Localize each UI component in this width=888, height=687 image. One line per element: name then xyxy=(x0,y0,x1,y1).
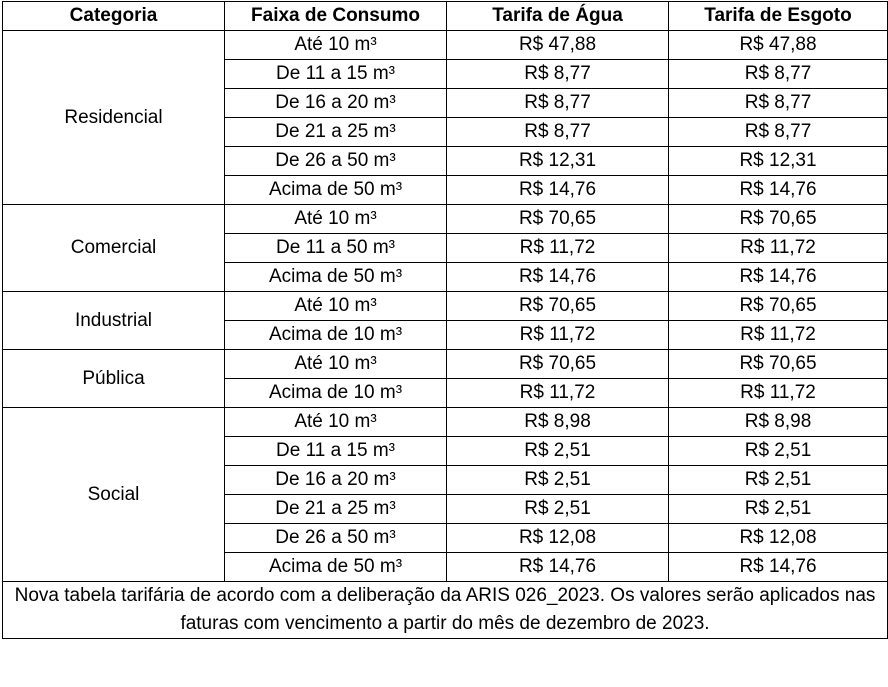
faixa-cell: Até 10 m³ xyxy=(225,350,447,379)
faixa-cell: De 16 a 20 m³ xyxy=(225,466,447,495)
tarifa-agua-cell: R$ 12,31 xyxy=(447,147,669,176)
faixa-cell: Acima de 50 m³ xyxy=(225,553,447,582)
header-faixa-consumo: Faixa de Consumo xyxy=(225,2,447,31)
faixa-cell: De 11 a 15 m³ xyxy=(225,437,447,466)
tarifa-esgoto-cell: R$ 14,76 xyxy=(669,553,888,582)
faixa-cell: Até 10 m³ xyxy=(225,205,447,234)
tarifa-agua-cell: R$ 8,77 xyxy=(447,60,669,89)
table-row xyxy=(3,350,888,379)
faixa-cell: Até 10 m³ xyxy=(225,31,447,60)
tarifa-esgoto-cell: R$ 8,98 xyxy=(669,408,888,437)
tarifa-esgoto-cell: R$ 2,51 xyxy=(669,437,888,466)
tarifa-agua-cell: R$ 70,65 xyxy=(447,350,669,379)
tariff-table xyxy=(2,1,888,639)
tarifa-esgoto-cell: R$ 11,72 xyxy=(669,321,888,350)
faixa-cell: Até 10 m³ xyxy=(225,292,447,321)
tarifa-esgoto-cell: R$ 11,72 xyxy=(669,234,888,263)
category-cell: Industrial xyxy=(3,292,225,350)
category-cell: Pública xyxy=(3,350,225,408)
faixa-cell: De 11 a 50 m³ xyxy=(225,234,447,263)
table-body xyxy=(3,31,888,582)
tarifa-agua-cell: R$ 8,98 xyxy=(447,408,669,437)
category-cell: Comercial xyxy=(3,205,225,292)
category-cell: Social xyxy=(3,408,225,582)
tarifa-esgoto-cell: R$ 12,31 xyxy=(669,147,888,176)
faixa-cell: De 21 a 25 m³ xyxy=(225,495,447,524)
tarifa-agua-cell: R$ 2,51 xyxy=(447,437,669,466)
header-tarifa-agua: Tarifa de Água xyxy=(447,2,669,31)
category-cell: Residencial xyxy=(3,31,225,205)
table-row xyxy=(3,408,888,437)
tarifa-esgoto-cell: R$ 47,88 xyxy=(669,31,888,60)
tarifa-esgoto-cell: R$ 70,65 xyxy=(669,350,888,379)
tarifa-esgoto-cell: R$ 12,08 xyxy=(669,524,888,553)
tarifa-esgoto-cell: R$ 8,77 xyxy=(669,89,888,118)
tarifa-esgoto-cell: R$ 70,65 xyxy=(669,292,888,321)
footer-note: Nova tabela tarifária de acordo com a deliberação da ARIS 026_2023. Os valores serão aplicados nas faturas com vencimento a partir do mês de dezembro de 2023. xyxy=(3,582,888,639)
tarifa-agua-cell: R$ 12,08 xyxy=(447,524,669,553)
tarifa-agua-cell: R$ 2,51 xyxy=(447,495,669,524)
tarifa-agua-cell: R$ 8,77 xyxy=(447,89,669,118)
footer-row xyxy=(3,582,888,639)
tarifa-agua-cell: R$ 70,65 xyxy=(447,292,669,321)
faixa-cell: Acima de 10 m³ xyxy=(225,379,447,408)
faixa-cell: De 21 a 25 m³ xyxy=(225,118,447,147)
tarifa-agua-cell: R$ 11,72 xyxy=(447,321,669,350)
tarifa-agua-cell: R$ 47,88 xyxy=(447,31,669,60)
tarifa-esgoto-cell: R$ 11,72 xyxy=(669,379,888,408)
tarifa-agua-cell: R$ 11,72 xyxy=(447,379,669,408)
tarifa-esgoto-cell: R$ 70,65 xyxy=(669,205,888,234)
header-row xyxy=(3,2,888,31)
table-row xyxy=(3,31,888,60)
tarifa-esgoto-cell: R$ 14,76 xyxy=(669,263,888,292)
tarifa-agua-cell: R$ 14,76 xyxy=(447,553,669,582)
faixa-cell: Até 10 m³ xyxy=(225,408,447,437)
faixa-cell: Acima de 50 m³ xyxy=(225,263,447,292)
tarifa-agua-cell: R$ 14,76 xyxy=(447,176,669,205)
tarifa-esgoto-cell: R$ 14,76 xyxy=(669,176,888,205)
tarifa-agua-cell: R$ 2,51 xyxy=(447,466,669,495)
header-tarifa-esgoto: Tarifa de Esgoto xyxy=(669,2,888,31)
tarifa-esgoto-cell: R$ 2,51 xyxy=(669,466,888,495)
tarifa-agua-cell: R$ 8,77 xyxy=(447,118,669,147)
faixa-cell: De 16 a 20 m³ xyxy=(225,89,447,118)
faixa-cell: Acima de 50 m³ xyxy=(225,176,447,205)
faixa-cell: De 26 a 50 m³ xyxy=(225,147,447,176)
tarifa-agua-cell: R$ 11,72 xyxy=(447,234,669,263)
header-categoria: Categoria xyxy=(3,2,225,31)
table-row xyxy=(3,292,888,321)
tarifa-esgoto-cell: R$ 8,77 xyxy=(669,60,888,89)
tarifa-esgoto-cell: R$ 2,51 xyxy=(669,495,888,524)
faixa-cell: Acima de 10 m³ xyxy=(225,321,447,350)
tarifa-esgoto-cell: R$ 8,77 xyxy=(669,118,888,147)
tarifa-agua-cell: R$ 14,76 xyxy=(447,263,669,292)
table-row xyxy=(3,205,888,234)
faixa-cell: De 26 a 50 m³ xyxy=(225,524,447,553)
faixa-cell: De 11 a 15 m³ xyxy=(225,60,447,89)
tarifa-agua-cell: R$ 70,65 xyxy=(447,205,669,234)
